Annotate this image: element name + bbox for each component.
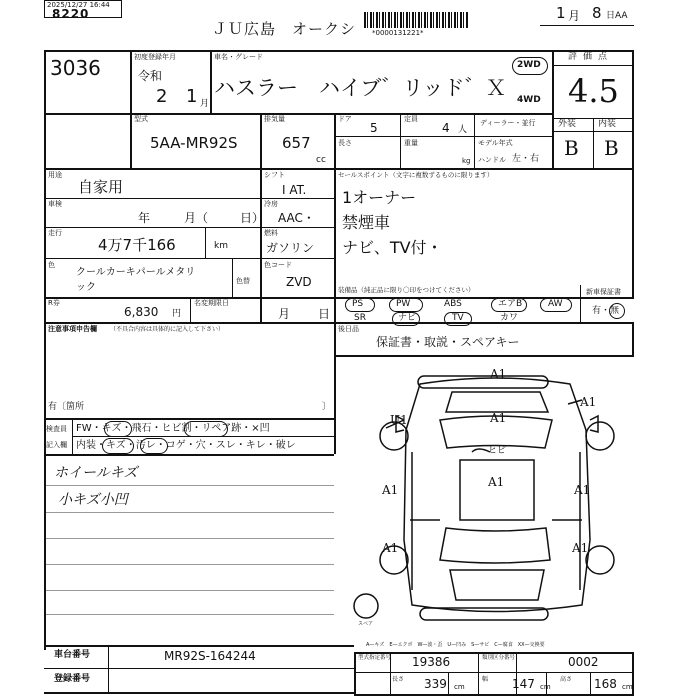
damage-mark-windshield: ヒビ [488, 446, 507, 456]
spec-class-label: 類別区分番号 [482, 655, 516, 661]
spec-type-label: 型式指定番号 [358, 655, 392, 661]
damage-mark-hood: A1 [490, 411, 507, 425]
warranty-label: 新車保証書 [586, 288, 621, 296]
handwritten-line2: 小キズ小凹 [58, 492, 128, 508]
equip-navi: ナビ [398, 313, 417, 323]
equip-ps: PS [352, 299, 364, 309]
handwritten-line1: ホイールキズ [54, 465, 138, 481]
inspector-row1: FW・キズ・飛石・ヒビ割・リペア跡・×凹 [76, 423, 270, 434]
damage-mark-front-bumper: A1 [490, 367, 507, 381]
chassis-value: MR92S-164244 [164, 649, 256, 663]
auction-name: ＪＵ広島 オークシ [212, 20, 357, 38]
meigi-month: 月 [278, 307, 291, 321]
registration-label: 初度登録年月 [134, 53, 176, 61]
color-value-line2: ック [76, 282, 96, 293]
spec-height-label: 高さ [560, 676, 573, 683]
damage-mark-right-door: A1 [574, 483, 591, 497]
mileage-value: 4万7千166 [98, 236, 176, 254]
drive-2wd: 2WD [517, 60, 541, 70]
interior-value: B [604, 136, 619, 160]
equip-airbag: エアB [498, 299, 523, 309]
date-day: 8 [592, 4, 602, 22]
doors-label: ドア [338, 115, 352, 123]
aircon-label: 冷房 [264, 200, 278, 208]
recycle-label: R券 [48, 299, 60, 307]
damage-mark-roof: A1 [488, 475, 505, 489]
usage-value: 自家用 [78, 178, 124, 196]
length-label: 長さ [338, 139, 352, 147]
recycle-unit: 円 [172, 309, 182, 319]
lot-number: 3036 [50, 56, 101, 80]
registration-year: 2 [156, 86, 168, 107]
date-month: 1 [556, 4, 566, 22]
sale-points-line2: 禁煙車 [342, 213, 391, 232]
inspector-label2: 記入欄 [46, 441, 67, 449]
spec-length-value: 339 [424, 677, 447, 691]
model-label: 型式 [134, 115, 148, 123]
usage-label: 用途 [48, 171, 62, 179]
spec-length-label: 長さ [392, 676, 405, 683]
handle-label: ハンドル [478, 156, 506, 164]
equip-pw: PW [396, 299, 411, 309]
equip-abs: ABS [444, 299, 462, 309]
notes-sub: （不具合内容は具体的に記入して下さい） [110, 326, 225, 333]
weight-unit: kg [462, 157, 471, 165]
displacement-value: 657 [282, 134, 311, 152]
inspector-label1: 検査員 [46, 425, 67, 433]
grade-value: 4.5 [568, 72, 619, 110]
shift-label: シフト [264, 171, 285, 179]
timestamp: 2025/12/27 16:44 [47, 1, 110, 9]
date-day-unit: 日AA [606, 11, 628, 21]
spec-width-unit: cm [540, 683, 551, 691]
spec-height-unit: cm [622, 683, 633, 691]
inspection-day: 日） [240, 211, 265, 225]
inspection-month: 月（ [184, 211, 209, 225]
damage-mark-left-fender: U1 [390, 413, 408, 427]
barcode-digits: *0000131221* [372, 29, 424, 37]
stamp-number: 8220 [52, 7, 90, 21]
repair-close: 〕 [322, 402, 332, 412]
spec-width-label: 幅 [482, 676, 489, 683]
exterior-label: 外装 [558, 119, 577, 129]
equip-aw: AW [548, 299, 563, 309]
inspection-year: 年 [138, 211, 151, 225]
weight-label: 重量 [404, 139, 418, 147]
registration-month-unit: 月 [200, 99, 210, 109]
color-label: 色 [48, 261, 55, 269]
damage-mark-right-fender: A1 [580, 395, 597, 409]
car-name: ハスラー ハイブ゛リッド゛Ｘ [214, 76, 507, 100]
date-month-unit: 月 [568, 9, 581, 23]
meigi-label: 名変期限日 [194, 299, 229, 307]
damage-mark-left-door: A1 [382, 483, 399, 497]
spare-label: スペア [358, 621, 374, 627]
spec-length-unit: cm [454, 683, 465, 691]
sale-points-label: セールスポイント（文字に複数ずるものに限ります） [338, 171, 494, 179]
capacity-label: 定員 [404, 115, 418, 123]
aircon-value: AAC・ [278, 211, 315, 225]
damage-legend: A—キズ E—エクボ W—波・歪 U—凹み S—サビ C—腐食 XX—交換要 [366, 642, 545, 648]
color-code-label: 色コード [264, 261, 292, 269]
displacement-unit: cc [316, 155, 326, 165]
rear-items-value: 保証書・取説・スペアキー [376, 335, 520, 349]
grade-label: 評価点 [568, 52, 614, 62]
inspector-row2: 内装・キズ・汚レ・コゲ・穴・スレ・キレ・破レ [76, 440, 296, 451]
warranty-value: 有・無 [592, 306, 620, 316]
equip-sr: SR [354, 313, 366, 323]
reg-number-label: 登録番号 [54, 674, 91, 684]
doors-value: 5 [370, 121, 378, 135]
sale-points-line3: ナビ、TV付・ [342, 238, 443, 257]
spec-height-value: 168 [594, 677, 617, 691]
drive-4wd: 4WD [517, 95, 541, 105]
car-name-label: 車名・グレード [214, 53, 263, 61]
capacity-unit: 人 [458, 125, 468, 135]
damage-mark-right-rear: A1 [572, 541, 589, 555]
shift-value: I AT. [282, 183, 307, 197]
mileage-label: 走行 [48, 229, 62, 237]
mileage-unit: km [214, 241, 228, 251]
equip-tv: TV [452, 313, 464, 323]
equipment-label: 装備品（純正品に限り〇印をつけてください） [338, 286, 475, 294]
spec-type-value: 19386 [412, 655, 451, 669]
interior-label: 内装 [598, 119, 617, 129]
recycle-value: 6,830 [124, 305, 159, 319]
repair-label: 有〔箇所 [48, 402, 85, 412]
displacement-label: 排気量 [264, 115, 285, 123]
model-value: 5AA-MR92S [150, 134, 238, 152]
color-value-line1: クールカーキパールメタリ [76, 267, 196, 278]
fuel-label: 燃料 [264, 229, 278, 237]
equip-kawa: カワ [500, 313, 519, 323]
exterior-value: B [564, 136, 579, 160]
dealer-label: ディーラー・並行 [480, 119, 536, 127]
damage-mark-left-rear: A1 [382, 541, 399, 555]
color-change-label: 色替 [236, 277, 250, 285]
registration-month: 1 [186, 86, 198, 107]
model-year-label: モデル年式 [478, 139, 513, 147]
capacity-value: 4 [442, 121, 450, 135]
inspection-label: 車検 [48, 200, 62, 208]
handle-value: 左・右 [512, 154, 540, 164]
registration-era: 令和 [138, 69, 163, 83]
chassis-label: 車台番号 [54, 650, 91, 660]
spec-class-value: 0002 [568, 655, 599, 669]
meigi-day: 日 [318, 307, 331, 321]
fuel-value: ガソリン [266, 241, 315, 255]
sale-points-line1: 1オーナー [342, 188, 417, 207]
spec-width-value: 147 [512, 677, 535, 691]
rear-items-label: 後日品 [338, 325, 359, 333]
color-code: ZVD [286, 275, 312, 289]
notes-label: 注意事項申告欄 [48, 325, 97, 333]
